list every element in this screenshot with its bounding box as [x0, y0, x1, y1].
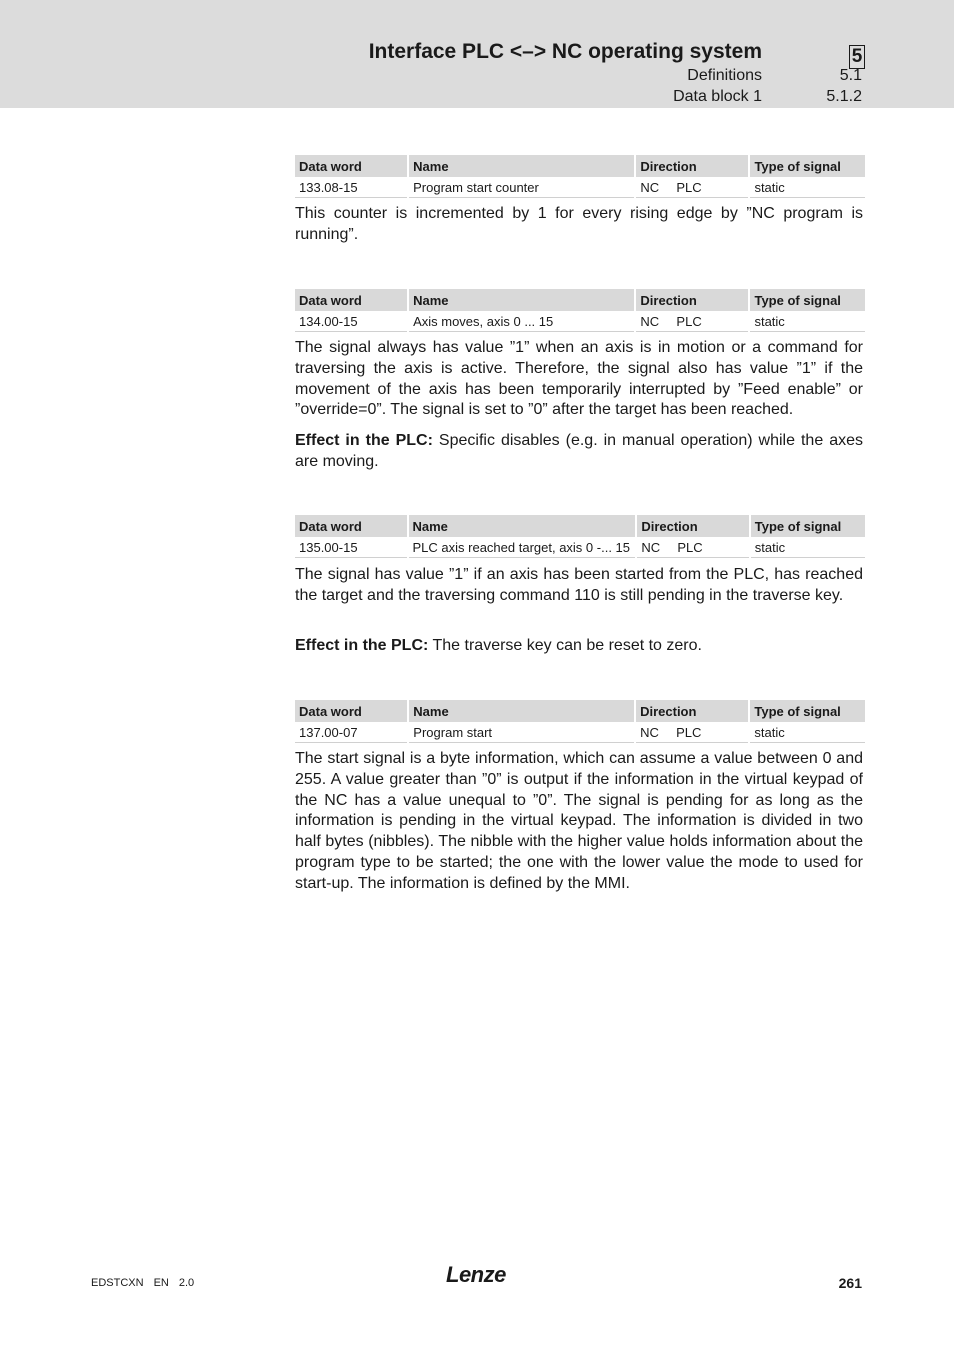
table-row — [295, 311, 865, 332]
col-header-type: Type of signal — [750, 515, 865, 537]
signal-table — [295, 155, 865, 198]
cell-direction — [635, 177, 749, 198]
cell-name: Program start counter — [408, 177, 635, 198]
signal-table — [295, 700, 865, 743]
direction-to: PLC — [676, 179, 702, 195]
direction-to: PLC — [676, 313, 702, 329]
cell-type: static — [749, 177, 865, 198]
cell-data-word: 137.00-07 — [295, 722, 408, 743]
cell-type: static — [750, 537, 865, 558]
col-header-direction: Direction — [635, 700, 749, 722]
table-row — [295, 722, 865, 743]
footer-doc-info — [91, 1277, 204, 1289]
col-header-name: Name — [408, 700, 635, 722]
direction-from: NC — [640, 179, 660, 195]
description-paragraph: The signal has value ”1” if an axis has been started from the PLC, has reached the target and the traversing command 110 is still pending in the traverse key. — [295, 566, 863, 604]
effect-paragraph — [295, 636, 863, 657]
effect-text: The traverse key can be reset to zero. — [428, 637, 702, 654]
col-header-type: Type of signal — [749, 700, 865, 722]
cell-data-word: 134.00-15 — [295, 311, 408, 332]
cell-data-word: 133.08-15 — [295, 177, 408, 198]
lenze-logo: Lenze — [446, 1262, 506, 1287]
effect-label: Effect in the PLC: — [295, 637, 429, 654]
col-header-direction: Direction — [636, 515, 749, 537]
table-header-row — [295, 515, 865, 537]
table-row — [295, 177, 865, 198]
cell-name: Program start — [408, 722, 635, 743]
cell-type: static — [749, 311, 865, 332]
description-paragraph: The signal always has value ”1” when an axis is in motion or a command for traversing the axis is active. Therefore, the signal also has value ”1” if the movement of the axis has been temporarily interrupted by ”Feed enable” or ”override=0”. The signal is set to ”0” after the target has been reached. — [295, 339, 863, 419]
signal-table — [295, 289, 865, 332]
col-header-name: Name — [408, 515, 637, 537]
direction-from: NC — [640, 724, 659, 740]
cell-type: static — [749, 722, 865, 743]
direction-to: PLC — [677, 539, 703, 555]
effect-text: Specific disables (e.g. in manual operation) while the axes are moving. — [295, 432, 863, 470]
direction-from: NC — [641, 539, 661, 555]
cell-direction — [636, 537, 749, 558]
col-header-name: Name — [408, 289, 635, 311]
col-header-data-word: Data word — [295, 700, 408, 722]
effect-label: Effect in the PLC: — [295, 432, 433, 449]
cell-name: Axis moves, axis 0 ... 15 — [408, 311, 635, 332]
table-header-row — [295, 289, 865, 311]
cell-data-word: 135.00-15 — [295, 537, 408, 558]
col-header-type: Type of signal — [749, 289, 865, 311]
col-header-name: Name — [408, 155, 635, 177]
description-paragraph: This counter is incremented by 1 for every rising edge by ”NC program is running”. — [295, 205, 863, 243]
col-header-data-word: Data word — [295, 289, 408, 311]
doc-id: EDSTCXN — [91, 1277, 144, 1289]
section-number: 5.1 — [839, 67, 862, 84]
col-header-direction: Direction — [635, 289, 749, 311]
page-title: Interface PLC <–> NC operating system — [368, 40, 762, 63]
cell-name: PLC axis reached target, axis 0 -... 15 — [408, 537, 637, 558]
col-header-direction: Direction — [635, 155, 749, 177]
subsection-title: Data block 1 — [673, 88, 762, 105]
col-header-data-word: Data word — [295, 155, 408, 177]
direction-to: PLC — [676, 724, 702, 740]
description-paragraph: The start signal is a byte information, which can assume a value between 0 and 255. A value greater than ”0” is output if the information in the virtual keypad of the NC has a value unequal to ”0”. The signal is pending for as long as the information is pending in the virtual keypad. The information is divided in two half bytes (nibbles). The nibble with the higher value holds information about the program type to be started; the one with the lower value the mode to used for start-up. The information is defined by the MMI. — [295, 750, 863, 892]
table-header-row — [295, 700, 865, 722]
col-header-data-word: Data word — [295, 515, 408, 537]
subsection-number: 5.1.2 — [826, 88, 862, 105]
signal-table — [295, 515, 865, 558]
table-row — [295, 537, 865, 558]
cell-direction — [635, 311, 749, 332]
doc-version: 2.0 — [178, 1277, 195, 1289]
chapter-number[interactable]: 5 — [849, 45, 865, 69]
effect-paragraph — [295, 431, 863, 473]
page-number: 261 — [838, 1275, 862, 1291]
direction-from: NC — [640, 313, 660, 329]
section-title: Definitions — [687, 67, 762, 84]
table-header-row — [295, 155, 865, 177]
col-header-type: Type of signal — [749, 155, 865, 177]
cell-direction — [635, 722, 749, 743]
doc-language: EN — [153, 1277, 169, 1289]
